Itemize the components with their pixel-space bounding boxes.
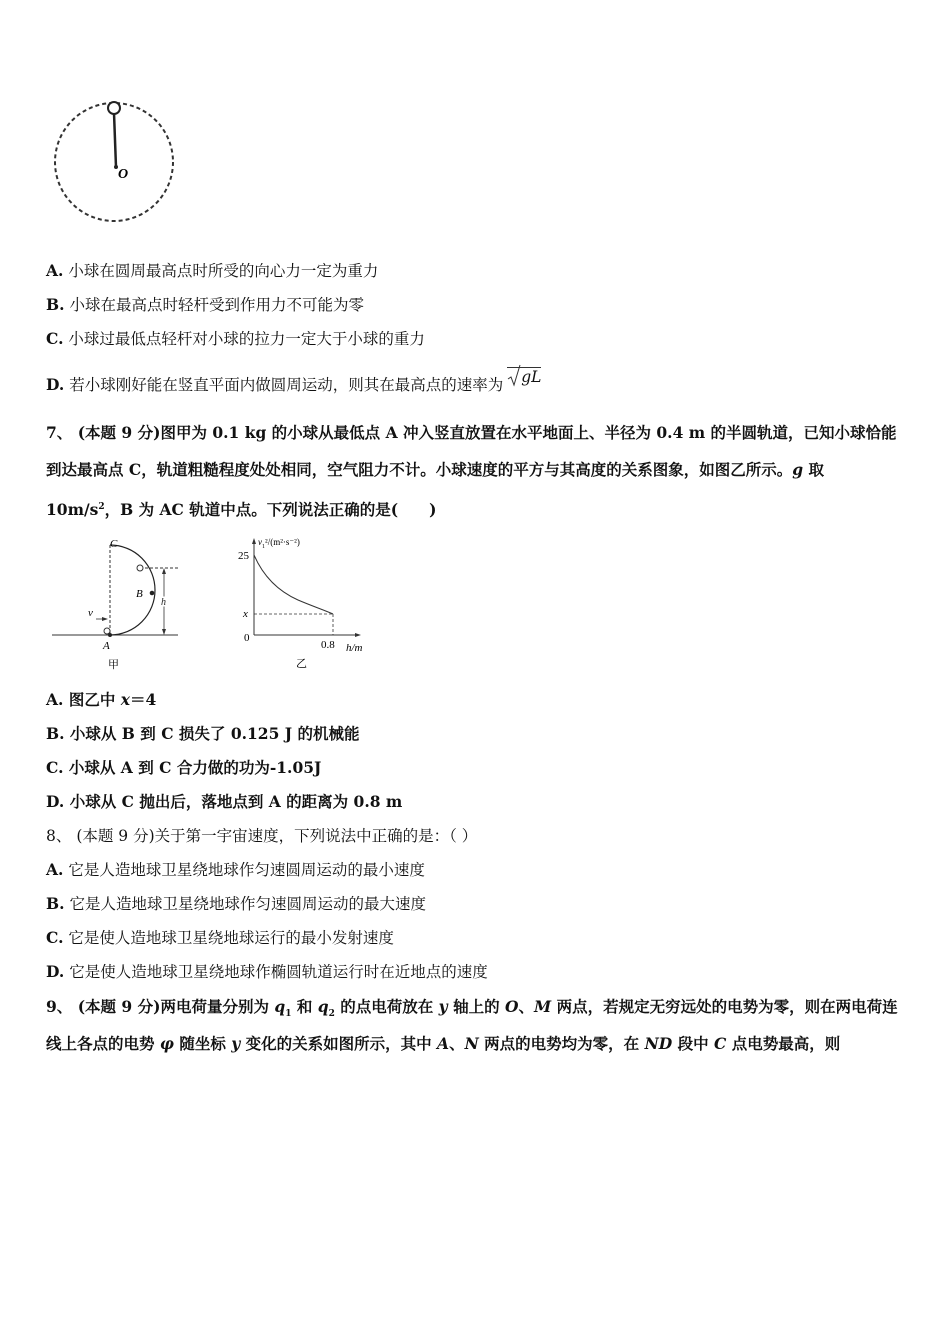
q7-stem-line1: 7、 (本题 9 分)图甲为 0.1 kg 的小球从最低点 A 冲入竖直放置在水平地面上、半径为 0.4 m 的半圆轨道，已知小球恰能 (46, 423, 897, 442)
q8-option-d: D. 它是使人造地球卫星绕地球作椭圆轨道运行时在近地点的速度 (46, 962, 488, 981)
sqrt-formula: gL (507, 375, 541, 395)
y-tick-0: 0 (244, 632, 250, 644)
q7-stem-line2: 到达最高点 C，轨道粗糙程度处处相同，空气阻力不计。小球速度的平方与其高度的关系图象，如图乙所示。g 取 (46, 460, 825, 479)
q7-stem-line3: $10m/s^2$，B 为 AC 轨道中点。下列说法正确的是( ) (46, 500, 437, 520)
velocity-label: v (88, 607, 93, 619)
circle-center-label: O (118, 167, 129, 182)
q8-option-b: B. 它是人造地球卫星绕地球作匀速圆周运动的最大速度 (46, 894, 426, 913)
y-axis-label: $v_1^2/(m^2\cdot s^{-2})$ (258, 537, 300, 550)
point-c-label: C (110, 538, 118, 550)
q9-stem-line1: 9、 (本题 9 分)两电荷量分别为 $q_1$ 和 $q_2$ 的点电荷放在 y 轴上的 O、M 两点，若规定无穷远处的电势为零，则在两电荷连 (46, 997, 898, 1020)
y-tick-25: 25 (238, 550, 249, 562)
q8-option-c: C. 它是使人造地球卫星绕地球运行的最小发射速度 (46, 928, 394, 947)
circle-rod-figure (40, 95, 190, 230)
point-b-label: B (136, 588, 143, 600)
figure-jia (48, 535, 188, 673)
q6-option-a: A. 小球在圆周最高点时所受的向心力一定为重力 (46, 261, 379, 280)
q7-option-c: C. 小球从 A 到 C 合力做的功为-1.05J (46, 758, 322, 777)
y-tick-x: x (243, 608, 248, 620)
fig-jia-caption: 甲 (108, 659, 119, 671)
point-a-label: A (103, 640, 110, 652)
q7-option-d: D. 小球从 C 抛出后，落地点到 A 的距离为 0.8 m (46, 792, 403, 811)
q9-stem-line2: 线上各点的电势 φ 随坐标 y 变化的关系如图所示，其中 A、N 两点的电势均为零，在 ND 段中 C 点电势最高，则 (46, 1034, 841, 1053)
q7-option-a: A. 图乙中 x＝4 (46, 690, 157, 709)
q6-option-c: C. 小球过最低点轻杆对小球的拉力一定大于小球的重力 (46, 329, 425, 348)
q8-stem: 8、 (本题 9 分)关于第一宇宙速度，下列说法中正确的是：（ ） (46, 827, 478, 845)
height-label: h (161, 597, 166, 608)
q8-option-a: A. 它是人造地球卫星绕地球作匀速圆周运动的最小速度 (46, 860, 425, 879)
x-axis-label: h/m (346, 642, 363, 654)
x-tick-08: 0.8 (321, 639, 335, 651)
q7-option-b: B. 小球从 B 到 C 损失了 0.125 J 的机械能 (46, 724, 360, 743)
q6-option-b: B. 小球在最高点时轻杆受到作用力不可能为零 (46, 295, 364, 314)
figure-yi-chart (228, 530, 378, 672)
q6-option-d: D. 若小球刚好能在竖直平面内做圆周运动，则其在最高点的速率为 gL (46, 375, 541, 395)
fig-yi-caption: 乙 (296, 658, 307, 670)
